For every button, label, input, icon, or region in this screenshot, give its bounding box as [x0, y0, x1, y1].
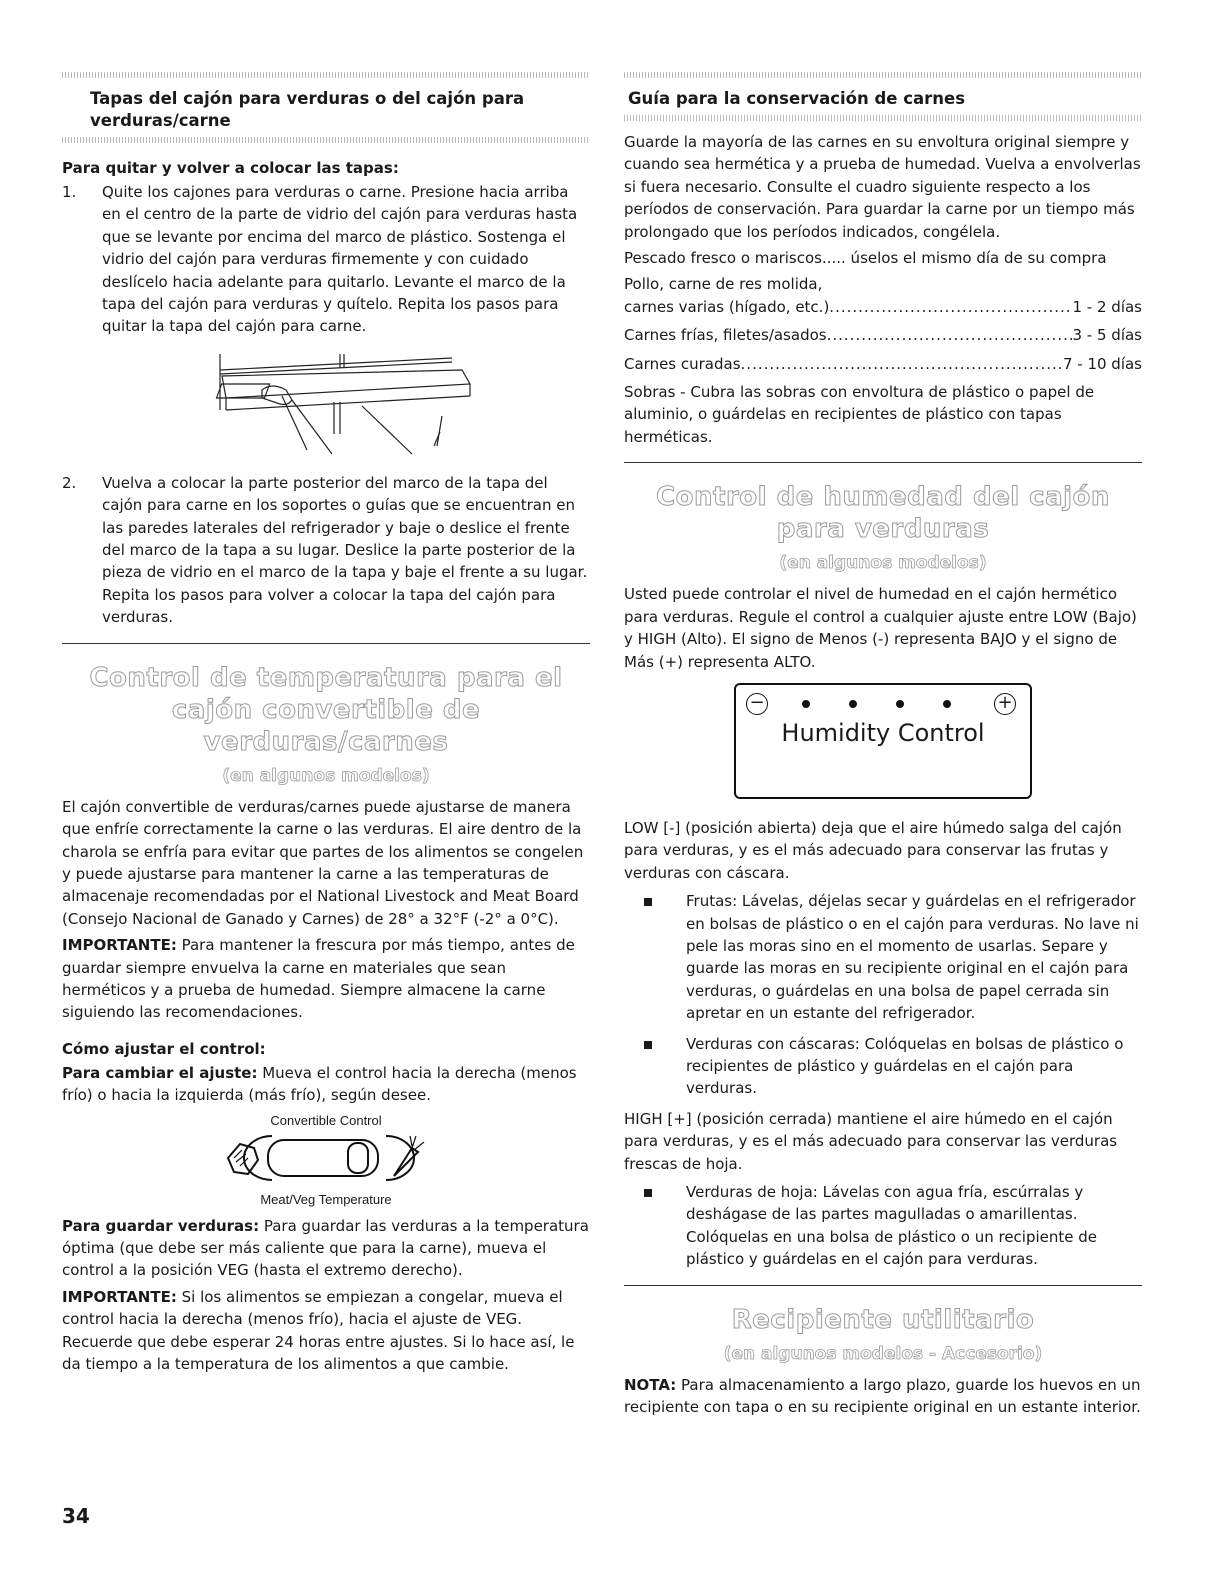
convertible-control-caption: Convertible Control — [270, 1112, 382, 1128]
step-1: 1. Quite los cajones para verduras o carne. Presione hacia arriba en el centro de la parte de vidrio del cajón para verduras hasta que se levante por encima del marco de plástico. Sostenga el vidrio del cajón para verduras firmemente y con cuidado deslícelo hacia adelante para quitarlo. Levante el marco de la tapa del cajón para verduras y quítelo. Repita los pasos para quitar la tapa del cajón para carne. — [62, 183, 578, 336]
list-item: Frutas: Lávelas, déjelas secar y guárdelas en el refrigerador en bolsas de plástico o en el cajón para verduras. No lave ni pele las moras sino en el momento de usarlas. Separe y guarde las moras en su recipiente original en el cajón para verduras, o guárdelas en una bolsa de papel cerrada sin apretar en un estante del refrigerador. — [624, 890, 1142, 1024]
convertible-control-diagram — [62, 1113, 590, 1207]
section-rule — [62, 72, 590, 78]
crisper-cover-drawing — [212, 350, 512, 460]
paragraph-store-vegetables: Para guardar verduras: Para guardar las verduras a la temperatura óptima (que debe ser más caliente que para la carne), mueva el control a la posición VEG (hasta el extremo derecho). — [62, 1216, 589, 1280]
divider — [624, 1285, 1142, 1286]
list-item: Verduras de hoja: Lávelas con agua fría, escúrralas y deshágase de las partes magulladas o amarillentas. Colóquelas en una bolsa de plástico o un recipiente de plástico y guárdelas en el cajón para verduras. — [624, 1181, 1142, 1271]
section-subtitle-models: (en algunos modelos) — [779, 553, 987, 574]
section-title-utility-bin: Recipiente utilitario — [731, 1304, 1035, 1335]
page-number: 34 — [62, 1504, 90, 1528]
leftovers-paragraph: Sobras - Cubra las sobras con envoltura de plástico o papel de aluminio, o guárdelas en recipientes de plástico con tapas herméticas. — [624, 383, 1095, 446]
section-title-crisper-covers: Tapas del cajón para verduras o del cajón para verduras/carne — [90, 89, 525, 130]
level-dot — [802, 700, 810, 708]
paragraph-low: LOW [-] (posición abierta) deja que el aire húmedo salga del cajón para verduras, y es el más adecuado para conservar las frutas y verduras con cáscara. — [624, 818, 1122, 882]
section-title-meat-guide: Guía para la conservación de carnes — [628, 89, 966, 108]
level-dot — [896, 700, 904, 708]
plus-icon: + — [994, 693, 1016, 715]
paragraph: Usted puede controlar el nivel de humedad en el cajón hermético para verduras. Regule el control a cualquier ajuste entre LOW (Bajo) y HIGH (Alto). El signo de Menos (-) representa BAJO y el signo de Más (+) representa ALTO. — [624, 585, 1137, 671]
section-title-convertible: Control de temperatura para el cajón convertible de verduras/carnes — [89, 662, 563, 757]
steps-list-2 — [62, 472, 590, 629]
subheading-remove-covers: Para quitar y volver a colocar las tapas: — [62, 159, 399, 177]
divider — [624, 462, 1142, 463]
section-rule — [624, 72, 1142, 78]
bullet-list — [624, 890, 1142, 1100]
section-subtitle-models: (en algunos modelos) — [222, 765, 430, 786]
section-rule — [62, 137, 590, 143]
step-2: 2. Vuelva a colocar la parte posterior del marco de la tapa del cajón para carne en los soportes o guías que se encuentran en las paredes laterales del refrigerador y baje o deslice el frente del marco de la tapa a su lugar. Deslice la parte posterior de la pieza de vidrio en el marco de la tapa y baje el frente a su lugar. Repita los pasos para volver a colocar la tapa del cajón para verduras. — [62, 473, 588, 627]
bullet-list-2 — [624, 1181, 1142, 1271]
right-column — [624, 72, 1142, 1422]
cold-cuts-row: Carnes frías, filetes/asados ..... 3 - 5 días — [624, 324, 1142, 346]
list-item: Verduras con cáscaras: Colóquelas en bolsas de plástico o recipientes de plástico y guárdelas en el cajón para verduras. — [624, 1033, 1142, 1100]
slider-knob — [348, 1143, 368, 1173]
convertible-slider-drawing — [206, 1128, 446, 1188]
section-subtitle-accessory: (en algunos modelos - Accesorio) — [723, 1343, 1043, 1364]
paragraph: Guarde la mayoría de las carnes en su envoltura original siempre y cuando sea hermética y a prueba de humedad. Vuelva a envolverlas si fuera necesario. Consulte el cuadro siguiente respecto a los períodos de conservación. Para guardar la carne por un tiempo más prolongado que los períodos indicados, congélela. — [624, 133, 1141, 241]
humidity-control-diagram — [734, 683, 1032, 799]
meat-veg-temperature-caption: Meat/Veg Temperature — [260, 1191, 392, 1207]
paragraph-important-2: IMPORTANTE: Si los alimentos se empiezan a congelar, mueva el control hacia la derecha (menos frío), hacia el ajuste de VEG. Recuerde que debe esperar 24 horas entre ajustes. Si lo hace así, le da tiempo a la temperatura de los alimentos a que cambie. — [62, 1287, 575, 1373]
humidity-control-label: Humidity Control — [781, 718, 985, 747]
section-rule — [624, 115, 1142, 121]
section-title-humidity: Control de humedad del cajón para verduras — [656, 482, 1110, 545]
minus-icon: − — [746, 693, 768, 715]
paragraph-change-setting: Para cambiar el ajuste: Mueva el control hacia la derecha (menos frío) o hacia la izquierda (más frío), según desee. — [62, 1063, 577, 1105]
level-dot — [943, 700, 951, 708]
crisper-cover-illustration — [212, 350, 512, 460]
left-column — [62, 72, 590, 1379]
fish-row: Pescado fresco o mariscos..... úselos el mismo día de su compra — [624, 249, 1107, 268]
divider — [62, 643, 590, 644]
meat-icon — [228, 1144, 258, 1174]
chicken-row-line1: Pollo, carne de res molida, — [624, 275, 823, 294]
cured-meats-row: Carnes curadas ..... 7 - 10 días — [624, 353, 1142, 375]
chicken-row: carnes varias (hígado, etc.) ..... 1 - 2 días — [624, 296, 1142, 318]
level-dot — [849, 700, 857, 708]
paragraph-important: IMPORTANTE: Para mantener la frescura por más tiempo, antes de guardar siempre envuelva la carne en materiales que sean herméticos y a prueba de humedad. Siempre almacene la carne siguiendo las recomendaciones. — [62, 936, 575, 1022]
paragraph: El cajón convertible de verduras/carnes puede ajustarse de manera que enfríe correctamente la carne o las verduras. El aire dentro de la charola se enfría para evitar que partes de los alimentos se congelen y puede ajustarse para mantener la carne a las temperaturas de almacenaje recomendadas por el National Livestock and Meat Board (Consejo Nacional de Ganado y Carnes) de 28° a 32°F (-2° a 0°C). — [62, 797, 584, 928]
subheading-adjust-control: Cómo ajustar el control: — [62, 1039, 266, 1058]
paragraph-high: HIGH [+] (posición cerrada) mantiene el aire húmedo en el cajón para verduras, y es el más adecuado para conservar las verduras frescas de hoja. — [624, 1109, 1118, 1173]
note-paragraph: NOTA: Para almacenamiento a largo plazo, guarde los huevos en un recipiente con tapa o en su recipiente original en un estante interior. — [624, 1375, 1141, 1417]
steps-list — [62, 181, 590, 338]
